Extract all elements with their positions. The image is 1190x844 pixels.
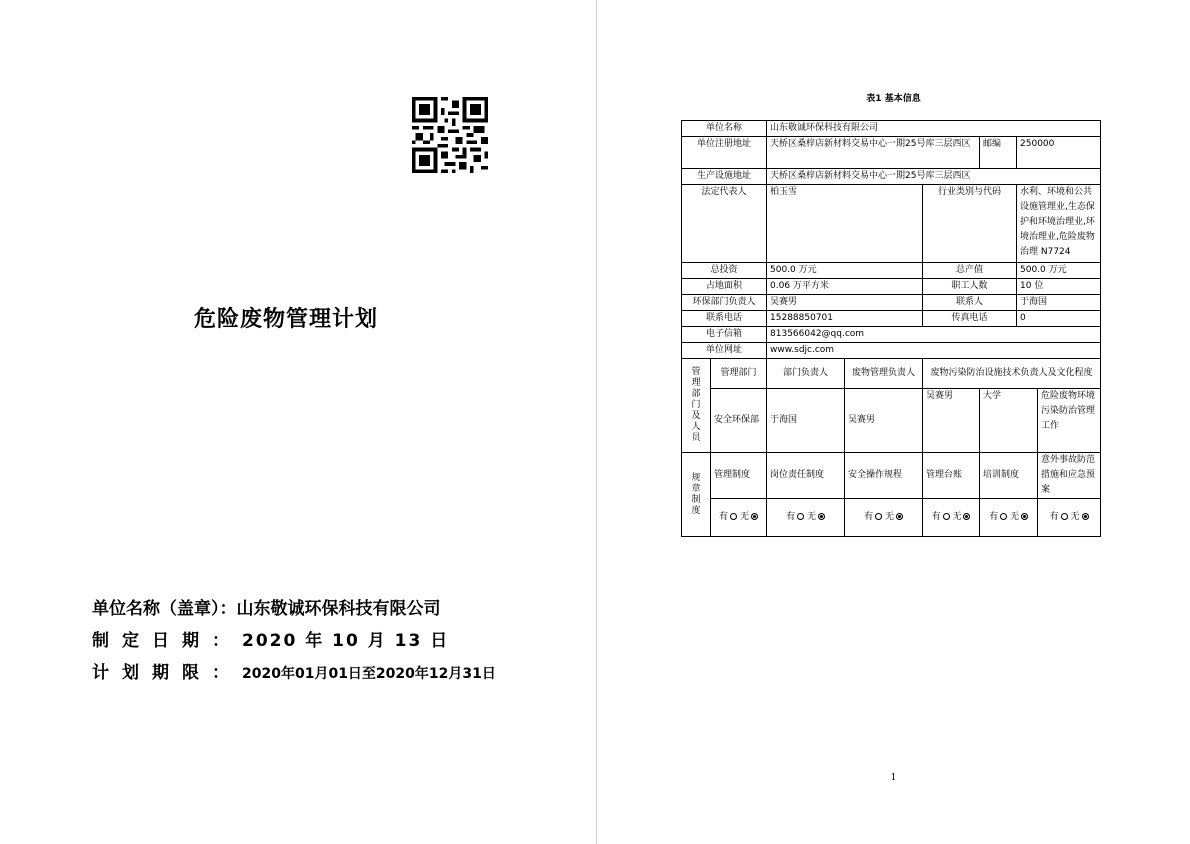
output-value: 500.0 万元	[1017, 263, 1101, 279]
phone-value: 15288850701	[767, 311, 923, 327]
area-label: 占地面积	[682, 279, 767, 295]
period-label: 计划期限：	[92, 663, 242, 683]
website-label: 单位网址	[682, 343, 767, 359]
yes-radio-icon[interactable]	[1000, 513, 1007, 520]
rules-side-label	[682, 453, 711, 537]
period-value: 2020年01月01日至2020年12月31日	[242, 666, 496, 682]
contact-label: 联系人	[923, 295, 1017, 311]
rule-training: 培训制度	[980, 453, 1038, 499]
document-title: 危险废物管理计划	[194, 307, 379, 332]
no-label: 无	[806, 512, 816, 522]
rule-choice-cell	[845, 499, 923, 537]
investment-value: 500.0 万元	[767, 263, 923, 279]
dept-head-value: 于海国	[767, 389, 845, 453]
yes-radio-icon[interactable]	[875, 513, 882, 520]
no-label: 无	[739, 512, 749, 522]
phone-label: 联系电话	[682, 311, 767, 327]
rule-choice-cell	[980, 499, 1038, 537]
tech-head-value: 吴赛男	[923, 389, 980, 453]
no-radio-icon[interactable]	[818, 513, 825, 520]
no-radio-icon[interactable]	[896, 513, 903, 520]
education-value: 大学	[980, 389, 1038, 453]
env-head-label: 环保部门负责人	[682, 295, 767, 311]
yes-radio-icon[interactable]	[797, 513, 804, 520]
postcode-label: 邮编	[980, 137, 1017, 169]
fax-label: 传真电话	[923, 311, 1017, 327]
page-number: 1	[890, 773, 897, 783]
mgmt-dept-header: 管理部门	[711, 359, 767, 389]
waste-head-header: 废物管理负责人	[845, 359, 923, 389]
website-value: www.sdjc.com	[767, 343, 1101, 359]
period-line	[92, 658, 496, 683]
yes-label: 有	[1049, 512, 1059, 522]
output-label: 总产值	[923, 263, 1017, 279]
area-value: 0.06 万平方米	[767, 279, 923, 295]
unit-name-label: 单位名称	[682, 121, 767, 137]
rule-mgmt-system: 管理制度	[711, 453, 767, 499]
no-label: 无	[952, 512, 962, 522]
rule-choice-cell	[711, 499, 767, 537]
industry-value: 水利、环境和公共设施管理业,生态保护和环境治理业,环境治理业,危险废物治理 N7724	[1017, 185, 1101, 263]
fax-value: 0	[1017, 311, 1101, 327]
no-label: 无	[1070, 512, 1080, 522]
email-value: 813566042@qq.com	[767, 327, 1101, 343]
env-head-value: 吴赛男	[767, 295, 923, 311]
yes-label: 有	[719, 512, 729, 522]
rule-emergency: 意外事故防范措施和应急预案	[1038, 453, 1101, 499]
no-label: 无	[1009, 512, 1019, 522]
investment-label: 总投资	[682, 263, 767, 279]
unit-name-label: 单位名称（盖章）：	[92, 599, 237, 619]
mgmt-side-label	[682, 359, 711, 453]
legal-rep-label: 法定代表人	[682, 185, 767, 263]
mgmt-dept-value: 安全环保部	[711, 389, 767, 453]
tech-head-header: 废物污染防治设施技术负责人及文化程度	[923, 359, 1101, 389]
unit-name-value: 山东敬诚环保科技有限公司	[236, 599, 441, 619]
rule-choice-cell	[767, 499, 845, 537]
reg-addr-value: 天桥区桑梓店新材料交易中心一期25号库三层西区	[767, 137, 980, 169]
legal-rep-value: 柏玉雪	[767, 185, 923, 263]
date-line	[92, 626, 449, 651]
no-label: 无	[884, 512, 894, 522]
yes-radio-icon[interactable]	[943, 513, 950, 520]
no-radio-icon[interactable]	[963, 513, 970, 520]
unit-name-value: 山东敬诚环保科技有限公司	[767, 121, 1101, 137]
table-title: 表1 基本信息	[866, 94, 921, 104]
rule-ledger: 管理台账	[923, 453, 980, 499]
contact-value: 于海国	[1017, 295, 1101, 311]
rule-safety-operation: 安全操作规程	[845, 453, 923, 499]
unit-name-line	[92, 594, 441, 619]
prod-addr-label: 生产设施地址	[682, 169, 767, 185]
yes-radio-icon[interactable]	[730, 513, 737, 520]
waste-head-value: 吴赛男	[845, 389, 923, 453]
rules-side-text: 规章制度	[691, 472, 701, 516]
yes-label: 有	[864, 512, 874, 522]
date-label: 制定日期：	[92, 631, 242, 651]
rule-choice-cell	[923, 499, 980, 537]
staff-value: 10 位	[1017, 279, 1101, 295]
mgmt-side-text: 管理部门及人员	[691, 367, 701, 443]
rule-choice-cell	[1038, 499, 1101, 537]
yes-label: 有	[786, 512, 796, 522]
industry-label: 行业类别与代码	[923, 185, 1017, 263]
prod-addr-value: 天桥区桑梓店新材料交易中心一期25号库三层西区	[767, 169, 1101, 185]
no-radio-icon[interactable]	[751, 513, 758, 520]
basic-info-table	[681, 120, 1101, 537]
table-page	[597, 0, 1190, 844]
rule-post-responsibility: 岗位责任制度	[767, 453, 845, 499]
yes-radio-icon[interactable]	[1061, 513, 1068, 520]
staff-label: 职工人数	[923, 279, 1017, 295]
no-radio-icon[interactable]	[1082, 513, 1089, 520]
email-label: 电子信箱	[682, 327, 767, 343]
tech-work-value: 危险废物环境污染防治管理工作	[1038, 389, 1101, 453]
reg-addr-label: 单位注册地址	[682, 137, 767, 169]
date-value: 2020 年 10 月 13 日	[242, 631, 450, 651]
yes-label: 有	[931, 512, 941, 522]
postcode-value: 250000	[1017, 137, 1101, 169]
dept-head-header: 部门负责人	[767, 359, 845, 389]
yes-label: 有	[989, 512, 999, 522]
qr-code-icon	[412, 97, 488, 173]
no-radio-icon[interactable]	[1021, 513, 1028, 520]
